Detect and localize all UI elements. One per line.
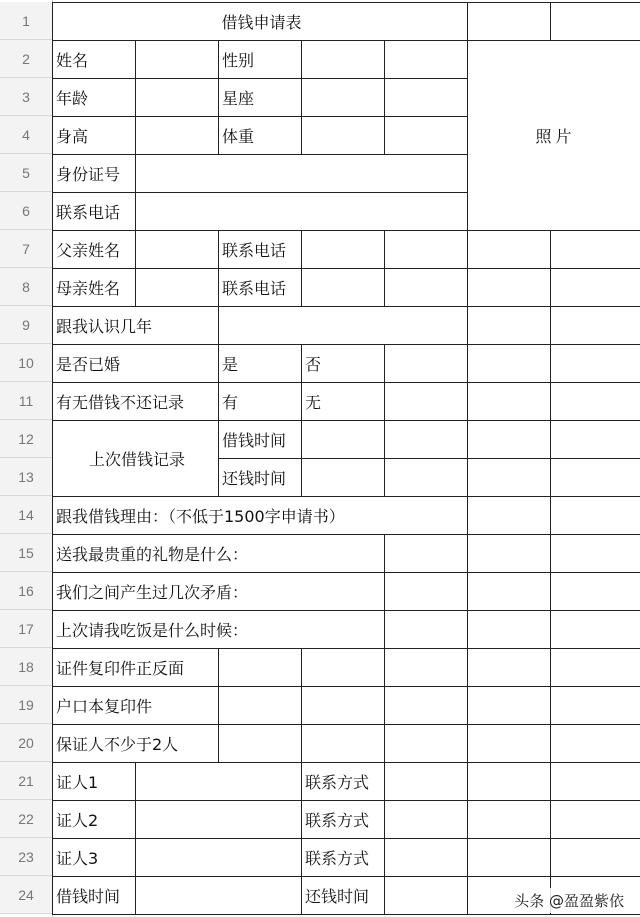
row-number[interactable]: 15 [0,534,52,572]
value-witness-2[interactable] [136,801,302,839]
value-phone[interactable] [136,193,468,231]
cell[interactable] [385,79,468,117]
row-number[interactable]: 4 [0,116,52,154]
label-bad-record[interactable]: 有无借钱不还记录 [53,383,219,421]
label-guarantors[interactable]: 保证人不少于2人 [53,725,219,763]
label-witness-1-contact[interactable]: 联系方式 [302,763,385,801]
cell[interactable] [468,307,551,345]
cell[interactable] [385,687,468,725]
cell[interactable] [468,763,551,801]
label-zodiac[interactable]: 星座 [219,79,302,117]
cell[interactable] [385,763,468,801]
row-number[interactable]: 11 [0,382,52,420]
row-number[interactable]: 14 [0,496,52,534]
label-conflicts[interactable]: 我们之间产生过几次矛盾： [53,573,385,611]
cell[interactable] [468,269,551,307]
cell[interactable] [468,421,551,459]
label-father-phone[interactable]: 联系电话 [219,231,302,269]
cell[interactable] [385,269,468,307]
row-number[interactable]: 3 [0,78,52,116]
row-number[interactable]: 10 [0,344,52,382]
row-number[interactable]: 21 [0,762,52,800]
cell[interactable] [551,801,640,839]
cell[interactable] [385,725,468,763]
cell[interactable] [302,687,385,725]
cell[interactable] [551,839,640,877]
value-id-number[interactable] [136,155,468,193]
label-gender[interactable]: 性别 [219,41,302,79]
row-number[interactable]: 24 [0,876,52,914]
label-repay-time[interactable]: 还钱时间 [219,459,302,497]
row-number[interactable]: 22 [0,800,52,838]
label-mother-phone[interactable]: 联系电话 [219,269,302,307]
loan-application-table [52,2,640,915]
label-weight[interactable]: 体重 [219,117,302,155]
label-witness-2-contact[interactable]: 联系方式 [302,801,385,839]
label-height[interactable]: 身高 [53,117,136,155]
row-number[interactable]: 17 [0,610,52,648]
label-years-known[interactable]: 跟我认识几年 [53,307,219,345]
cell[interactable] [551,307,640,345]
row-number[interactable]: 13 [0,458,52,496]
cell[interactable] [551,687,640,725]
cell[interactable] [468,3,551,41]
cell[interactable] [551,459,640,497]
value-borrow-time[interactable] [302,421,385,459]
value-mother-phone[interactable] [302,269,385,307]
value-father-name[interactable] [136,231,219,269]
cell[interactable] [468,573,551,611]
value-years-known[interactable] [219,307,468,345]
cell[interactable] [385,535,468,573]
cell[interactable] [219,687,302,725]
row-number[interactable]: 1 [0,2,52,40]
cell[interactable] [385,383,468,421]
value-age[interactable] [136,79,219,117]
cell[interactable] [468,801,551,839]
label-married[interactable]: 是否已婚 [53,345,219,383]
cell[interactable] [551,573,640,611]
row-number[interactable]: 23 [0,838,52,876]
cell[interactable] [551,725,640,763]
cell[interactable] [385,839,468,877]
cell[interactable] [551,611,640,649]
cell[interactable] [385,611,468,649]
label-gift[interactable]: 送我最贵重的礼物是什么： [53,535,385,573]
value-gender[interactable] [302,41,385,79]
cell[interactable] [551,649,640,687]
label-witness-3-contact[interactable]: 联系方式 [302,839,385,877]
cell[interactable] [385,801,468,839]
cell[interactable] [468,649,551,687]
cell[interactable] [468,459,551,497]
row-number[interactable]: 20 [0,724,52,762]
option-married-yes[interactable]: 是 [219,345,302,383]
cell[interactable] [551,497,640,535]
cell[interactable] [385,117,468,155]
label-repay-time-2[interactable]: 还钱时间 [302,877,385,915]
cell[interactable] [551,269,640,307]
value-mother-name[interactable] [136,269,219,307]
row-number[interactable]: 9 [0,306,52,344]
cell[interactable] [468,345,551,383]
cell[interactable] [385,649,468,687]
row-number[interactable]: 6 [0,192,52,230]
label-witness-2[interactable]: 证人2 [53,801,136,839]
cell[interactable] [302,725,385,763]
label-last-loan[interactable]: 上次借钱记录 [53,421,219,497]
label-borrow-time[interactable]: 借钱时间 [219,421,302,459]
option-bad-yes[interactable]: 有 [219,383,302,421]
cell[interactable] [551,3,640,41]
cell[interactable] [468,687,551,725]
cell[interactable] [551,535,640,573]
value-weight[interactable] [302,117,385,155]
cell[interactable] [385,421,468,459]
row-number[interactable]: 19 [0,686,52,724]
cell[interactable] [385,345,468,383]
label-witness-1[interactable]: 证人1 [53,763,136,801]
label-id-copy[interactable]: 证件复印件正反面 [53,649,219,687]
cell[interactable] [219,649,302,687]
cell[interactable] [219,725,302,763]
cell[interactable] [385,573,468,611]
watermark: 头条 @盈盈紫依 [510,888,628,913]
label-name[interactable]: 姓名 [53,41,136,79]
value-loan-time[interactable] [136,877,302,915]
cell[interactable] [385,231,468,269]
cell[interactable] [551,383,640,421]
value-repay-time[interactable] [302,459,385,497]
option-married-no[interactable]: 否 [302,345,385,383]
value-height[interactable] [136,117,219,155]
value-name[interactable] [136,41,219,79]
cell[interactable] [302,649,385,687]
form-title[interactable]: 借钱申请表 [53,3,468,41]
cell[interactable] [385,459,468,497]
value-witness-3[interactable] [136,839,302,877]
value-witness-1[interactable] [136,763,302,801]
label-father-name[interactable]: 父亲姓名 [53,231,136,269]
label-age[interactable]: 年龄 [53,79,136,117]
option-bad-no[interactable]: 无 [302,383,385,421]
cell[interactable] [385,877,468,915]
label-witness-3[interactable]: 证人3 [53,839,136,877]
value-zodiac[interactable] [302,79,385,117]
cell[interactable] [468,839,551,877]
cell[interactable] [468,383,551,421]
row-number[interactable]: 8 [0,268,52,306]
cell[interactable] [551,421,640,459]
cell[interactable] [385,41,468,79]
cell[interactable] [551,345,640,383]
label-id-number[interactable]: 身份证号 [53,155,136,193]
value-father-phone[interactable] [302,231,385,269]
label-hukou-copy[interactable]: 户口本复印件 [53,687,219,725]
cell[interactable] [551,231,640,269]
cell[interactable] [468,611,551,649]
label-reason[interactable]: 跟我借钱理由：（不低于1500字申请书） [53,497,468,535]
label-mother-name[interactable]: 母亲姓名 [53,269,136,307]
photo-box[interactable]: 照片 [468,41,640,231]
label-phone[interactable]: 联系电话 [53,193,136,231]
row-number[interactable]: 7 [0,230,52,268]
cell[interactable] [468,231,551,269]
row-number[interactable]: 12 [0,420,52,458]
row-number[interactable]: 16 [0,572,52,610]
label-last-meal[interactable]: 上次请我吃饭是什么时候： [53,611,385,649]
row-number[interactable]: 18 [0,648,52,686]
cell[interactable] [468,725,551,763]
row-number[interactable]: 5 [0,154,52,192]
cell[interactable] [468,497,551,535]
label-loan-time[interactable]: 借钱时间 [53,877,136,915]
cell[interactable] [551,763,640,801]
row-number[interactable]: 2 [0,40,52,78]
cell[interactable] [468,535,551,573]
